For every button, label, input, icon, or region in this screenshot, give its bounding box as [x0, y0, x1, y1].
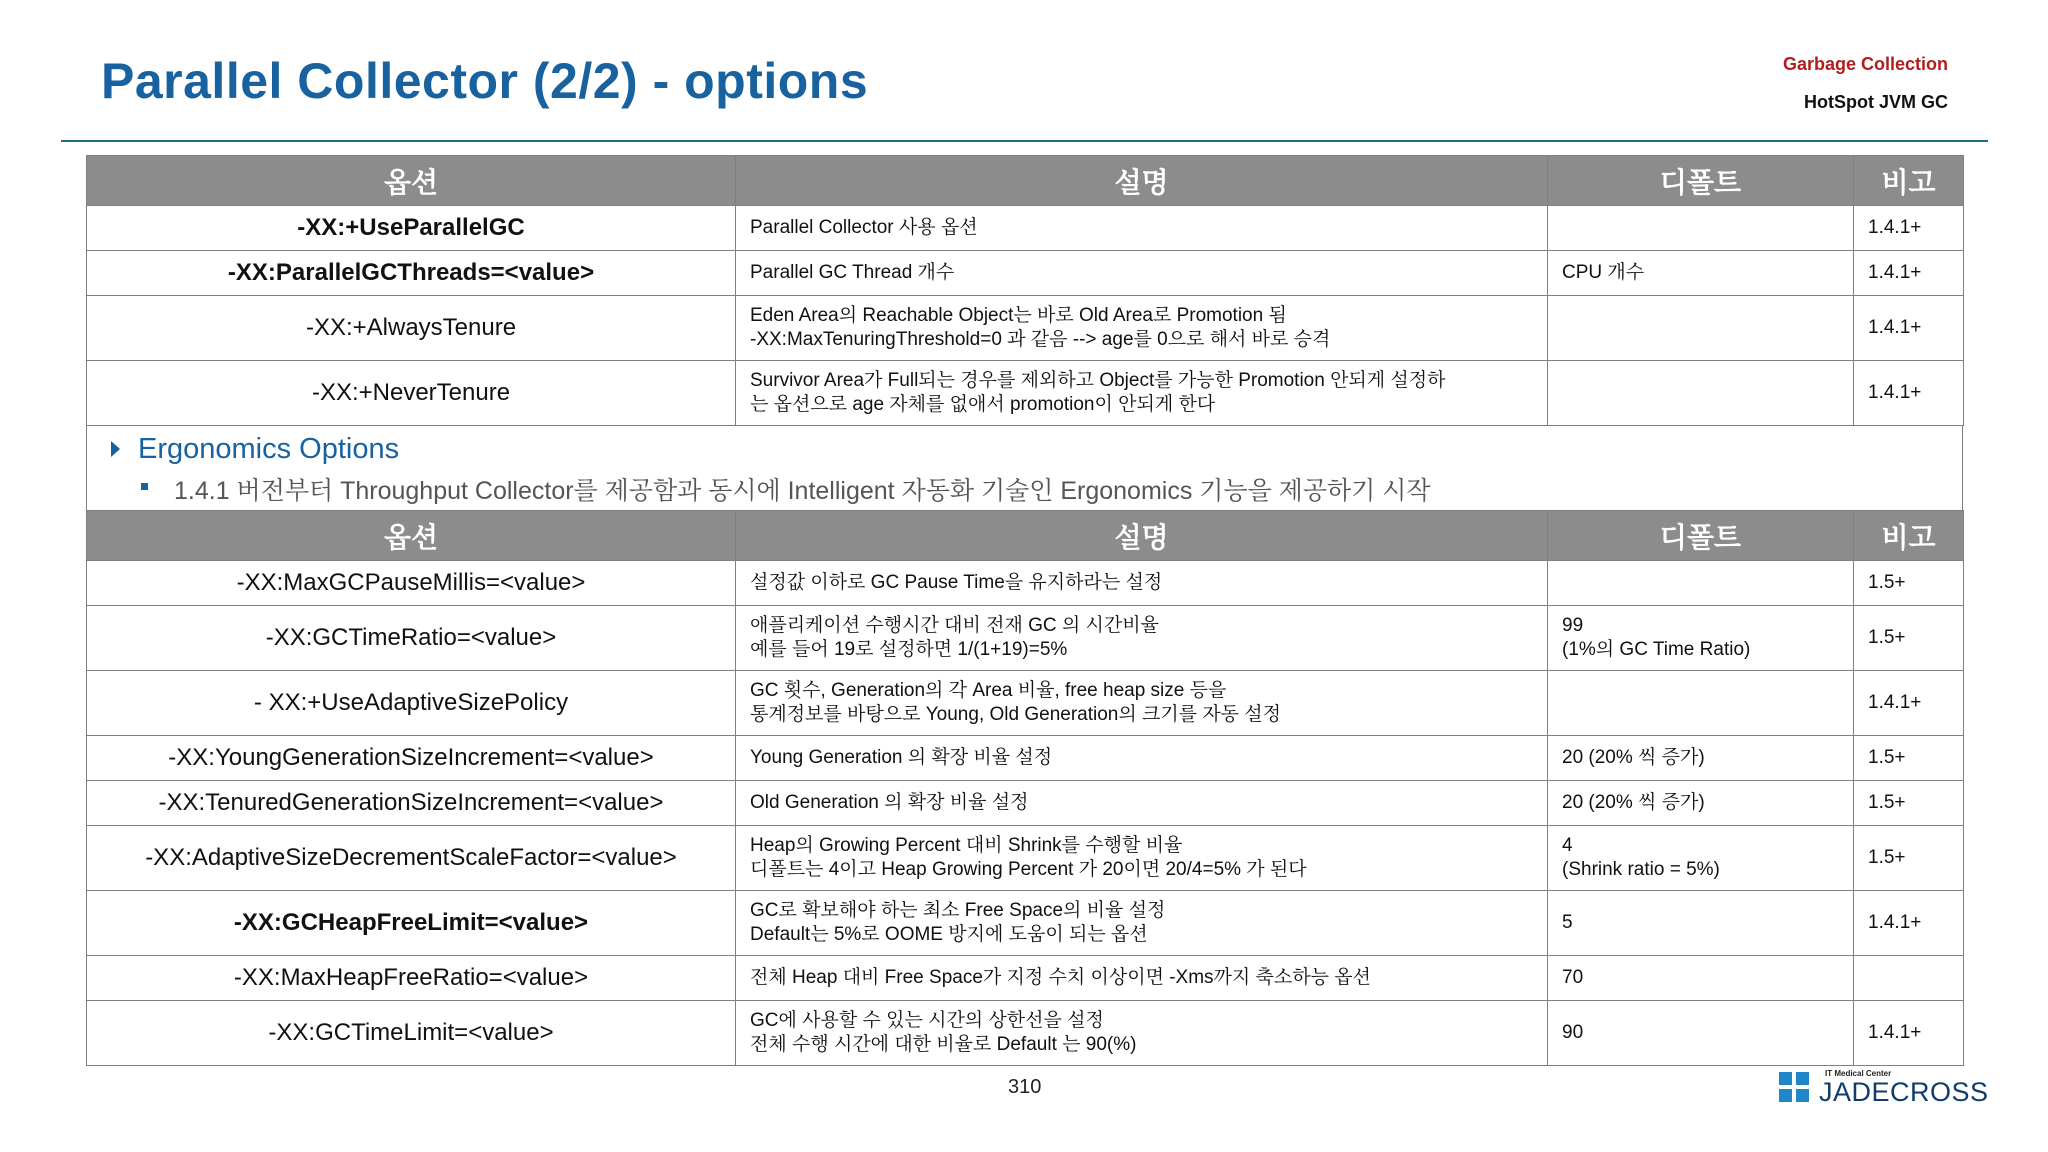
header-description: 설명: [736, 156, 1548, 206]
option-default: [1548, 296, 1854, 361]
option-default: [1548, 1001, 1854, 1066]
header-divider: [61, 140, 1988, 142]
option-note: [1854, 956, 1964, 1001]
option-name: -XX:+AlwaysTenure: [87, 296, 736, 361]
description-line: -XX:MaxTenuringThreshold=0 과 같음 --> age를 0으로 해서 바로 승격: [750, 329, 1331, 350]
option-description: [736, 671, 1548, 736]
description-line: Default는 5%로 OOME 방지에 도움이 되는 옵션: [750, 924, 1148, 945]
default-line: 4: [1562, 835, 1573, 856]
logo-tagline: IT Medical Center: [1825, 1069, 1892, 1078]
description-line: Eden Area의 Reachable Object는 바로 Old Area로 Promotion 됨: [750, 305, 1287, 326]
table-row: [87, 891, 1964, 956]
square-bullet-icon: [141, 483, 148, 490]
logo-square-icon: [1796, 1072, 1809, 1085]
table-row: [87, 251, 1964, 296]
option-name: -XX:MaxHeapFreeRatio=<value>: [87, 956, 736, 1001]
option-default: [1548, 826, 1854, 891]
option-note: 1.5+: [1854, 606, 1964, 671]
description-line: 는 옵션으로 age 자체를 없애서 promotion이 안되게 한다: [750, 394, 1216, 415]
ergonomics-bullet-text: 1.4.1 버전부터 Throughput Collector를 제공함과 동시에 Intelligent 자동화 기술인 Ergonomics 기능을 제공하기 시작: [174, 477, 1431, 505]
option-default: [1548, 781, 1854, 826]
option-default: [1548, 671, 1854, 736]
table-row: [87, 606, 1964, 671]
table-row: [87, 671, 1964, 736]
description-line: 예를 들어 19로 설정하면 1/(1+19)=5%: [750, 639, 1068, 660]
description-line: GC에 사용할 수 있는 시간의 상한선을 설정: [750, 1010, 1104, 1031]
option-description: [736, 206, 1548, 251]
option-note: 1.4.1+: [1854, 296, 1964, 361]
table-row: [87, 361, 1964, 426]
table-row: [87, 561, 1964, 606]
option-default: [1548, 206, 1854, 251]
option-note: 1.4.1+: [1854, 361, 1964, 426]
default-line: 99: [1562, 615, 1584, 636]
ergonomics-section: [86, 425, 1963, 510]
default-line: (Shrink ratio = 5%): [1562, 859, 1720, 880]
description-line: 디폴트는 4이고 Heap Growing Percent 가 20이면 20/4=5% 가 된다: [750, 859, 1307, 880]
option-note: 1.5+: [1854, 781, 1964, 826]
option-description: [736, 736, 1548, 781]
option-note: 1.5+: [1854, 561, 1964, 606]
option-name: -XX:+UseParallelGC: [87, 206, 736, 251]
header-option: 옵션: [87, 156, 736, 206]
logo-name: JADECROSS: [1819, 1077, 1989, 1107]
default-line: 90: [1562, 1022, 1584, 1043]
options-table-1: [86, 155, 1964, 426]
option-note: 1.5+: [1854, 736, 1964, 781]
option-default: [1548, 606, 1854, 671]
description-line: Old Generation 의 확장 비율 설정: [750, 792, 1029, 813]
page-number: 310: [1008, 1076, 1042, 1098]
table-row: [87, 736, 1964, 781]
table-row: [87, 1001, 1964, 1066]
default-line: 20 (20% 씩 증가): [1562, 747, 1705, 768]
table-row: [87, 206, 1964, 251]
option-note: 1.4.1+: [1854, 206, 1964, 251]
header-description: 설명: [736, 511, 1548, 561]
option-description: [736, 561, 1548, 606]
option-name: -XX:+NeverTenure: [87, 361, 736, 426]
description-line: 전체 수행 시간에 대한 비율로 Default 는 90(%): [750, 1034, 1137, 1055]
option-note: 1.4.1+: [1854, 891, 1964, 956]
option-name: -XX:GCTimeLimit=<value>: [87, 1001, 736, 1066]
option-name: -XX:GCHeapFreeLimit=<value>: [87, 891, 736, 956]
option-name: -XX:AdaptiveSizeDecrementScaleFactor=<value>: [87, 826, 736, 891]
triangle-bullet-icon: [111, 441, 120, 457]
default-line: CPU 개수: [1562, 262, 1645, 283]
option-default: [1548, 361, 1854, 426]
option-name: -XX:YoungGenerationSizeIncrement=<value>: [87, 736, 736, 781]
option-name: -XX:MaxGCPauseMillis=<value>: [87, 561, 736, 606]
header-note: 비고: [1854, 156, 1964, 206]
option-name: - XX:+UseAdaptiveSizePolicy: [87, 671, 736, 736]
option-description: [736, 296, 1548, 361]
option-default: [1548, 561, 1854, 606]
description-line: GC로 확보해야 하는 최소 Free Space의 비율 설정: [750, 900, 1166, 921]
description-line: 통계정보를 바탕으로 Young, Old Generation의 크기를 자동 설정: [750, 704, 1282, 725]
option-description: [736, 956, 1548, 1001]
default-line: 20 (20% 씩 증가): [1562, 792, 1705, 813]
header-option: 옵션: [87, 511, 736, 561]
table-header-row: [87, 511, 1964, 561]
table-header-row: [87, 156, 1964, 206]
description-line: 설정값 이하로 GC Pause Time을 유지하라는 설정: [750, 572, 1163, 593]
default-line: 5: [1562, 912, 1573, 933]
header-default: 디폴트: [1548, 511, 1854, 561]
option-description: [736, 251, 1548, 296]
description-line: Survivor Area가 Full되는 경우를 제외하고 Object를 가능한 Promotion 안되게 설정하: [750, 370, 1446, 391]
table-row: [87, 956, 1964, 1001]
option-description: [736, 606, 1548, 671]
jadecross-logo: [1779, 1068, 1989, 1107]
description-line: Parallel Collector 사용 옵션: [750, 217, 978, 238]
page-title: Parallel Collector (2/2) - options: [101, 53, 869, 109]
option-note: 1.4.1+: [1854, 671, 1964, 736]
option-description: [736, 781, 1548, 826]
option-description: [736, 361, 1548, 426]
logo-square-icon: [1796, 1089, 1809, 1102]
logo-square-icon: [1779, 1089, 1792, 1102]
option-note: 1.4.1+: [1854, 251, 1964, 296]
option-name: -XX:ParallelGCThreads=<value>: [87, 251, 736, 296]
options-table-2: [86, 510, 1964, 1066]
ergonomics-heading: Ergonomics Options: [138, 433, 400, 465]
header-note: 비고: [1854, 511, 1964, 561]
table-row: [87, 296, 1964, 361]
option-default: [1548, 891, 1854, 956]
description-line: Young Generation 의 확장 비율 설정: [750, 747, 1053, 768]
default-line: (1%의 GC Time Ratio): [1562, 639, 1751, 660]
table-row: [87, 826, 1964, 891]
category-label: Garbage Collection: [1782, 54, 1948, 74]
description-line: Parallel GC Thread 개수: [750, 262, 955, 283]
option-default: [1548, 736, 1854, 781]
option-note: 1.5+: [1854, 826, 1964, 891]
subtitle-label: HotSpot JVM GC: [1804, 92, 1948, 112]
description-line: Heap의 Growing Percent 대비 Shrink를 수행할 비율: [750, 835, 1183, 856]
option-description: [736, 891, 1548, 956]
option-default: [1548, 251, 1854, 296]
header-default: 디폴트: [1548, 156, 1854, 206]
default-line: 70: [1562, 967, 1584, 988]
option-name: -XX:TenuredGenerationSizeIncrement=<value>: [87, 781, 736, 826]
description-line: GC 횟수, Generation의 각 Area 비율, free heap size 등을: [750, 680, 1227, 701]
option-name: -XX:GCTimeRatio=<value>: [87, 606, 736, 671]
logo-square-icon: [1779, 1072, 1792, 1085]
description-line: 애플리케이션 수행시간 대비 전재 GC 의 시간비율: [750, 615, 1159, 636]
option-note: 1.4.1+: [1854, 1001, 1964, 1066]
option-description: [736, 1001, 1548, 1066]
description-line: 전체 Heap 대비 Free Space가 지정 수치 이상이면 -Xms까지 축소하능 옵션: [750, 967, 1371, 988]
option-description: [736, 826, 1548, 891]
option-default: [1548, 956, 1854, 1001]
table-row: [87, 781, 1964, 826]
